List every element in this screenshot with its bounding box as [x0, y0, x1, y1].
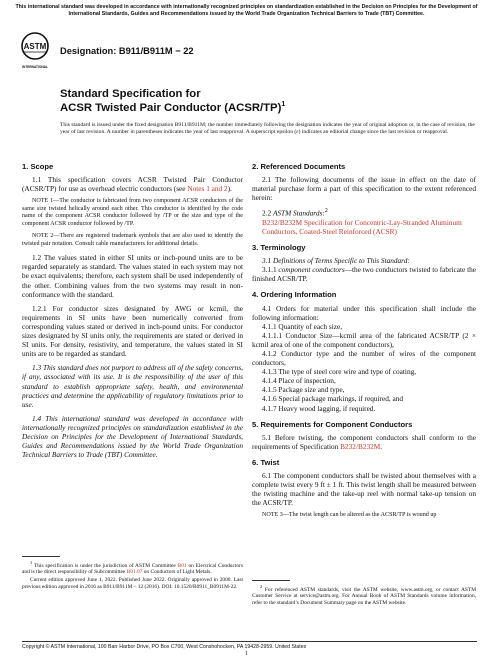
ordering-heading: 4. Ordering Information: [252, 290, 337, 300]
order-item: 4.1.6 Special package markings, if required, and: [262, 394, 404, 404]
para-5-1: 5.1 Before twisting, the component conductors shall conform to the requirements of Specification B232/B232M.: [252, 432, 476, 451]
para-3-1: 3.1 Definitions of Terms Specific to This Standard:: [262, 256, 410, 266]
footnote-rule-left: [22, 556, 60, 557]
para-3-1-1: 3.1.1 component conductors—the two conductors twisted to fabricate the finished ACSR/TP.: [252, 265, 477, 284]
order-item: 4.1.2 Conductor type and the number of wires of the component conductors,: [252, 349, 476, 368]
twist-heading: 6. Twist: [252, 457, 280, 467]
order-item: 4.1.4 Place of inspection,: [262, 376, 336, 386]
tbt-notice: This international standard was developed in accordance with internationally recognized principles on standardization established in the Decision on Principles for the Development of International Standards, Guides and Recommendations issued by the World Trade Organization Technical Barriers to Trade (TBT) Committee.: [15, 4, 478, 17]
scope-heading: 1. Scope: [22, 162, 54, 171]
copyright-footer: Copyright © ASTM International, 100 Barr Harbor Drive, PO Box C700, West Conshohocken, PA 19428-2959. United States: [22, 641, 477, 650]
note-2: NOTE 2—There are registered trademark symbols that are also used to identify the twisted pair notation. Consult cable manufacturers for additional details.: [22, 233, 243, 247]
footnote-2: $^2$ For referenced ASTM standards, visit the ASTM website, www.astm.org, or contact ASTM Customer Service at service@astm.org. For Annual Book of ASTM Standards volume information, refer to the standard’s Document Summary page on the ASTM website.: [252, 584, 476, 606]
b0107-link[interactable]: B01.07: [126, 569, 143, 576]
terminology-heading: 3. Terminology: [252, 243, 306, 253]
note-1: NOTE 1—The conductor is fabricated from two component ACSR conductors of the same size twisted helically around each other. This conductor is identified by the code name of the component ACSR conductor followed by /TP or the size and type of the component ACSR conductor followed by /TP.: [22, 198, 243, 227]
para-1-2: 1.2 The values stated in either SI units or inch-pound units are to be regarded separately as standard. The values stated in each system may not be exact equivalents; therefore, each system shall be used independently of the other. Combining values from the two systems may result in non-conformance with the standard.: [22, 253, 243, 299]
order-item: 4.1.7 Heavy wood lagging, if required.: [262, 403, 376, 413]
b232-reference-link[interactable]: B232/B232M Specification for Concentric-Lay-Stranded Aluminum Conductors, Coated-Steel Reinforced (ACSR): [262, 217, 462, 236]
b232-link[interactable]: B232/B232M: [340, 441, 381, 451]
astm-logo-icon: [20, 32, 50, 72]
footnote-1: $^1$ This specification is under the jurisdiction of ASTM Committee B01 on Electrical Conductors and is the direct responsibility of Subcommittee B01.07 on Conductors of Light Metals. Current edition approved June 1, 2022. Published June 2022. Originally approved in 2000. Last previous edition approved in 2016 as B911/B911M – 12 (2016). DOI: 10.1520/B0911_B0911M-22.: [22, 560, 243, 591]
right-column: [252, 162, 476, 520]
order-item: 4.1.3 The type of steel core wire and type of coating,: [262, 367, 417, 377]
left-column: [22, 162, 243, 459]
requirements-heading: 5. Requirements for Component Conductors: [252, 419, 413, 429]
b01-link[interactable]: B01: [177, 562, 187, 569]
order-item: 4.1.1 Quantity of each size,: [262, 321, 343, 331]
notes-link[interactable]: Notes 1 and 2: [187, 184, 228, 194]
para-1-1: 1.1 This specification covers ACSR Twisted Pair Conductor (ACSR/TP) for use as overhead electric conductors (see Notes 1 and 2).: [22, 175, 243, 194]
svg-text:INTERNATIONAL: INTERNATIONAL: [22, 65, 48, 69]
para-4-1: 4.1 Orders for material under this specification shall include the following information:: [252, 303, 476, 322]
title-line-1: Standard Specification for: [60, 88, 201, 100]
page-number: 1: [245, 651, 248, 657]
para-6-1: 6.1 The component conductors shall be twisted about themselves with a complete twist every 9 ft ± 1 ft. This twist length shall be measured between the twisting machine and the take-up reel with normal take-up tension on the ACSR/TP.: [252, 471, 476, 508]
para-1-3: 1.3 This standard does not purport to address all of the safety concerns, if any, associated with its use. It is the responsibility of the user of this standard to establish appropriate safety, health, and environmental practices and determine the applicability of regulatory limitations prior to use.: [22, 363, 243, 409]
referenced-documents-heading: 2. Referenced Documents: [252, 162, 346, 171]
note-3: NOTE 3—The twist length can be altered as the ACSR/TP is wound up: [262, 512, 437, 519]
para-2-1: 2.1 The following documents of the issue in effect on the date of material purchase form a part of this specification to the extent referenced herein:: [252, 175, 476, 203]
footnote-1-edition: Current edition approved June 1, 2022. Published June 2022. Originally approved in 2000. Last previous edition approved in 2016 as B911/B911M – 12 (2016). DOI: 10.1520/B0911_B0911M-22.: [22, 577, 243, 591]
designation: Designation: B911/B911M − 22: [60, 46, 194, 56]
para-1-2-1: 1.2.1 For conductor sizes designated by AWG or kcmil, the requirements in SI units have been numerically converted from corresponding values stated or derived in inch-pound units. For conductor sizes designated by SI units only, the requirements are stated or derived in SI units. For density, resistivity, and temperature, the values stated in SI units are to be regarded as standard.: [22, 303, 243, 359]
standard-note: This standard is issued under the fixed designation B911/B911M; the number immediately following the designation indicates the year of original adoption or, in the case of revision, the year of last revision. A number in parentheses indicates the year of last reapproval. A superscript epsilon (ε) indicates an editorial change since the last revision or reapproval.: [60, 122, 475, 136]
order-item: 4.1.5 Package size and type,: [262, 385, 345, 395]
title-line-2: ACSR Twisted Pair Conductor (ACSR/TP)$^1$: [60, 101, 286, 114]
para-2-2: 2.2 ASTM Standards:$^2$: [262, 208, 328, 218]
footnote-rule-right: [252, 580, 290, 581]
svg-text:ASTM: ASTM: [23, 42, 47, 51]
para-1-4: 1.4 This international standard was developed in accordance with internationally recognized principles on standardization established in the Decision on Principles for the Development of International Standards, Guides and Recommendations issued by the World Trade Organization Technical Barriers to Trade (TBT) Committee.: [22, 413, 243, 460]
order-item: 4.1.1.1 Conductor Size—kcmil area of the fabricated ACSR/TP (2 × kcmil area of one of the component conductors),: [252, 330, 476, 349]
